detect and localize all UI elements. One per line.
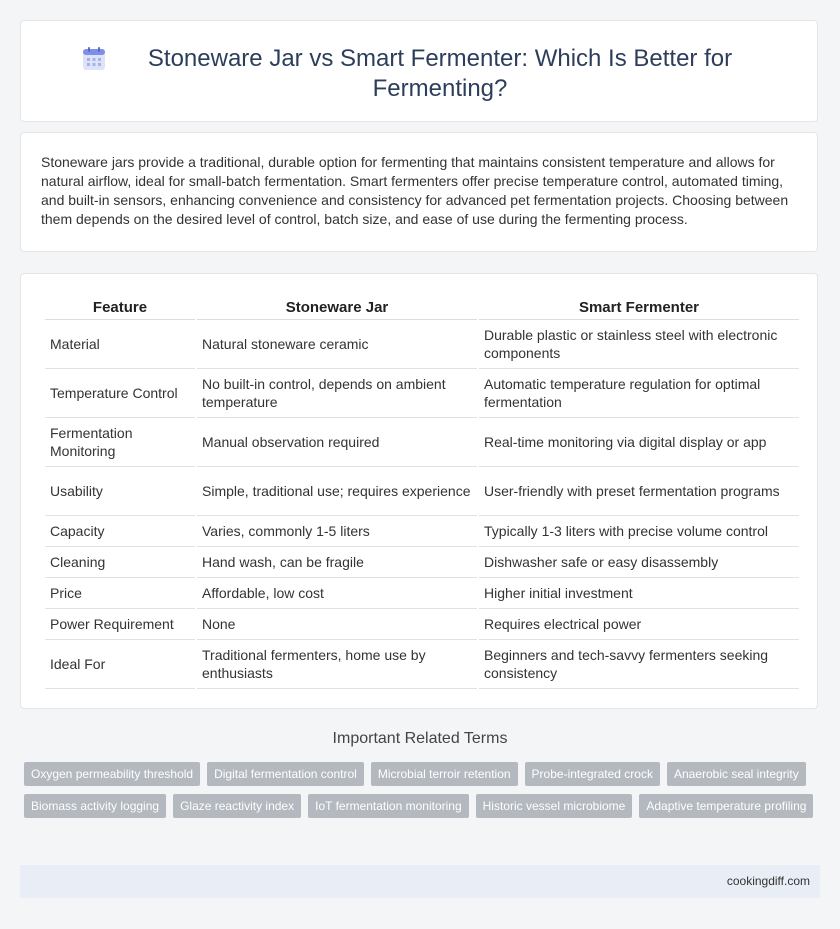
table-row xyxy=(45,369,799,418)
feature-cell: Material xyxy=(45,320,195,369)
feature-cell: Temperature Control xyxy=(45,369,195,418)
smart-cell: User-friendly with preset fermentation programs xyxy=(479,467,799,516)
smart-cell: Real-time monitoring via digital display or app xyxy=(479,418,799,467)
smart-cell: Requires electrical power xyxy=(479,609,799,640)
stoneware-cell: Varies, commonly 1-5 liters xyxy=(197,516,477,547)
table-row xyxy=(45,320,799,369)
smart-cell: Durable plastic or stainless steel with electronic components xyxy=(479,320,799,369)
related-tag[interactable]: Adaptive temperature profiling xyxy=(639,794,813,818)
page-title: Stoneware Jar vs Smart Fermenter: Which Is Better for Fermenting? xyxy=(147,45,733,102)
stoneware-cell: Natural stoneware ceramic xyxy=(197,320,477,369)
table-row xyxy=(45,418,799,467)
table-row xyxy=(45,547,799,578)
feature-cell: Usability xyxy=(45,467,195,516)
header-feature: Feature xyxy=(45,296,195,320)
table-header-row xyxy=(45,296,799,320)
table-row xyxy=(45,467,799,516)
smart-cell: Beginners and tech-savvy fermenters seeking consistency xyxy=(479,640,799,689)
related-tag[interactable]: Microbial terroir retention xyxy=(371,762,518,786)
header-stoneware-jar: Stoneware Jar xyxy=(197,296,477,320)
feature-cell: Ideal For xyxy=(45,640,195,689)
feature-cell: Cleaning xyxy=(45,547,195,578)
feature-cell: Power Requirement xyxy=(45,609,195,640)
related-tag[interactable]: Historic vessel microbiome xyxy=(476,794,633,818)
feature-cell: Price xyxy=(45,578,195,609)
footer-site-link[interactable]: cookingdiff.com xyxy=(726,874,810,888)
comparison-card xyxy=(20,273,818,709)
smart-cell: Typically 1-3 liters with precise volume control xyxy=(479,516,799,547)
smart-cell: Higher initial investment xyxy=(479,578,799,609)
related-tag[interactable]: Oxygen permeability threshold xyxy=(24,762,200,786)
smart-cell: Automatic temperature regulation for optimal fermentation xyxy=(479,369,799,418)
table-row xyxy=(45,640,799,689)
table-row xyxy=(45,578,799,609)
related-tag[interactable]: Anaerobic seal integrity xyxy=(667,762,806,786)
intro-card xyxy=(20,132,818,252)
stoneware-cell: None xyxy=(197,609,477,640)
calendar-icon xyxy=(81,46,107,72)
intro-paragraph: Stoneware jars provide a traditional, durable option for fermenting that maintains consistent temperature and allows for natural airflow, ideal for small-batch fermentation. Smart fermenters offer precise temperature control, automated timing, and built-in sensors, enhancing convenience and consistency for advanced pet fermentation projects. Choosing between them depends on the desired level of control, batch size, and ease of use during the fermenting process. xyxy=(41,154,789,227)
comparison-table xyxy=(43,296,801,689)
feature-cell: Fermentation Monitoring xyxy=(45,418,195,467)
stoneware-cell: Traditional fermenters, home use by enthusiasts xyxy=(197,640,477,689)
table-row xyxy=(45,516,799,547)
stoneware-cell: Affordable, low cost xyxy=(197,578,477,609)
feature-cell: Capacity xyxy=(45,516,195,547)
related-terms-heading: Important Related Terms xyxy=(332,730,508,747)
footer xyxy=(20,865,820,898)
stoneware-cell: Simple, traditional use; requires experience xyxy=(197,467,477,516)
header-smart-fermenter: Smart Fermenter xyxy=(479,296,799,320)
stoneware-cell: No built-in control, depends on ambient temperature xyxy=(197,369,477,418)
smart-cell: Dishwasher safe or easy disassembly xyxy=(479,547,799,578)
stoneware-cell: Manual observation required xyxy=(197,418,477,467)
related-terms-list xyxy=(24,762,824,826)
title-card xyxy=(20,20,818,122)
table-row xyxy=(45,609,799,640)
related-tag[interactable]: Digital fermentation control xyxy=(207,762,364,786)
stoneware-cell: Hand wash, can be fragile xyxy=(197,547,477,578)
related-tag[interactable]: IoT fermentation monitoring xyxy=(308,794,469,818)
related-tag[interactable]: Glaze reactivity index xyxy=(173,794,301,818)
related-tag[interactable]: Biomass activity logging xyxy=(24,794,166,818)
related-tag[interactable]: Probe-integrated crock xyxy=(525,762,660,786)
